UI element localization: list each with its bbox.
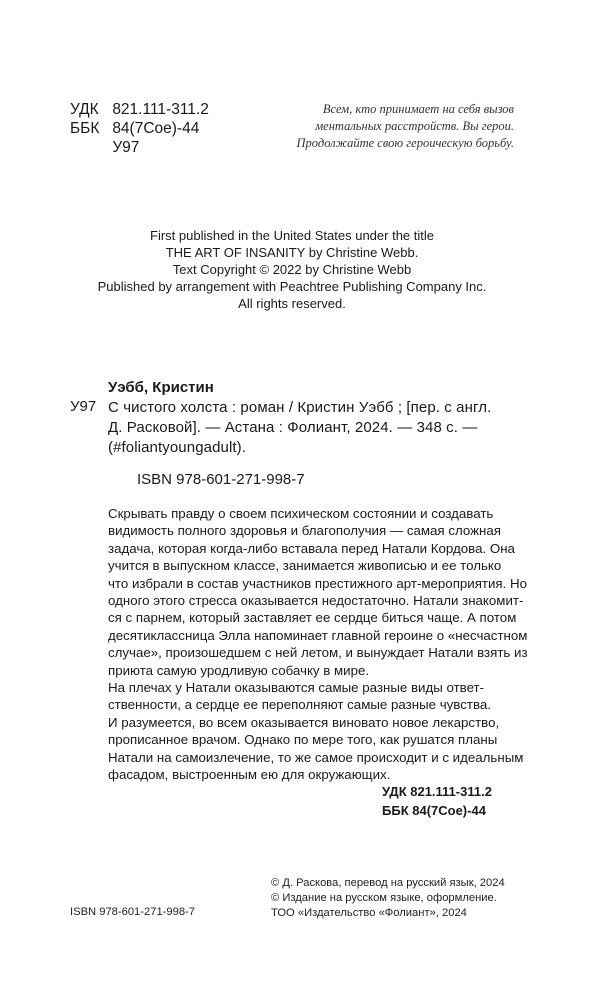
copyright-line: All rights reserved. (238, 296, 346, 311)
annotation-line: задача, которая когда-либо вставала перед Натали Кордова. Она (108, 540, 515, 556)
bbk-bold: ББК 84(7Сое)-44 (382, 803, 486, 818)
copyright-line: First published in the United States under the title (150, 228, 434, 243)
bib-line: С чистого холста : роман / Кристин Уэбб ; [пер. с англ. (108, 399, 492, 416)
bib-line: (#foliantyoungadult). (108, 439, 247, 456)
annotation-paragraph-2 (108, 679, 528, 783)
annotation-paragraph-1 (108, 505, 528, 679)
annotation-line: Натали на самоизлечение, то же самое происходит и с идеальным (108, 749, 524, 765)
annotation-line: На плечах у Натали оказываются самые разные виды ответ- (108, 680, 485, 696)
classification-codes-bold (382, 782, 492, 820)
annotation-line: ственности, а сердце ее переполняют самые разные чувства. (108, 697, 491, 713)
author-mark-row (70, 138, 209, 157)
dedication-line: Продолжайте свою героическую борьбу. (296, 136, 514, 150)
annotation-line: фасадом, выстроенным ею для окружающих. (108, 767, 391, 783)
udk-value: 821.111-311.2 (112, 101, 209, 118)
dedication-line: ментальных расстройств. Вы герои. (315, 119, 514, 133)
bbk-value: 84(7Сое)-44 (112, 120, 200, 137)
copyright-english (0, 227, 584, 312)
copyright-line: Text Copyright © 2022 by Christine Webb (172, 262, 412, 277)
classification-codes (70, 100, 209, 157)
udk-label: УДК (70, 101, 99, 118)
rights-line: © Д. Раскова, перевод на русский язык, 2024 (271, 877, 505, 889)
annotation-line: Скрывать правду о своем психическом состоянии и создавать (108, 506, 494, 521)
isbn: ISBN 978-601-271-998-7 (137, 471, 305, 488)
annotation-line: случае», произошедшем с ней летом, и вынуждает Натали взять из (108, 645, 528, 661)
udk-bold: УДК 821.111-311.2 (382, 784, 492, 799)
annotation-line: видимость полного здоровья и благополучия — самая сложная (108, 523, 501, 539)
bbk-label: ББК (70, 120, 100, 137)
isbn-bottom: ISBN 978-601-271-998-7 (70, 906, 196, 918)
annotation-line: одного этого стресса оказывается недостаточно. Натали знакомит- (108, 593, 524, 609)
annotation-line: что избрали в состав участников престижного арт-мероприятия. Но (108, 575, 528, 591)
rights-line: ТОО «Издательство «Фолиант», 2024 (271, 907, 467, 919)
annotation-line: И разумеется, во всем оказывается виновато новое лекарство, (108, 714, 500, 730)
udk-row (70, 100, 209, 119)
copyright-line: Published by arrangement with Peachtree Publishing Company Inc. (97, 279, 487, 294)
annotation-line: приюта самую уродливую собачку в мире. (108, 662, 370, 678)
annotation-line: прописанное врачом. Однако по мере того, как рушатся планы (108, 732, 498, 748)
annotation-line: учится в выпускном классе, занимается живописью и ее только (108, 558, 502, 574)
annotation-line: ся с парнем, который заставляет ее сердце биться чаще. А потом (108, 610, 517, 626)
author-name: Уэбб, Кристин (108, 379, 214, 396)
dedication (254, 101, 514, 152)
dedication-line: Всем, кто принимает на себя вызов (322, 102, 514, 116)
annotation (108, 505, 528, 784)
rights-block (271, 876, 505, 921)
bib-line: Д. Расковой]. — Астана : Фолиант, 2024. — 348 с. — (108, 419, 478, 436)
bbk-row (70, 119, 209, 138)
author-cipher: У97 (70, 398, 97, 415)
copyright-line: THE ART OF INSANITY by Christine Webb. (165, 245, 419, 260)
bibliographic-description (108, 398, 518, 458)
rights-line: © Издание на русском языке, оформление. (271, 892, 497, 904)
annotation-line: десятиклассница Элла напоминает главной героине о «несчастном (108, 627, 528, 643)
author-mark: У97 (112, 139, 140, 156)
